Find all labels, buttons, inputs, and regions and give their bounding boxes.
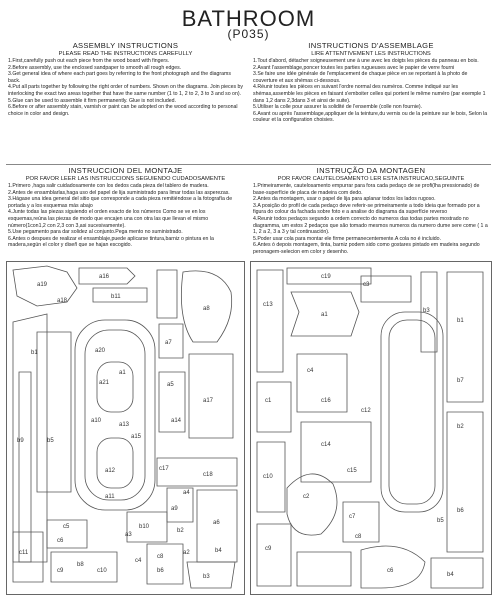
english-step-5: 5.Glue can be used to assemble it firm permanently. Glue is not included.: [8, 97, 177, 104]
english-heading: ASSEMBLY INSTRUCTIONS: [72, 41, 179, 50]
piece-label: a14: [171, 418, 182, 424]
piece-label: b6: [457, 508, 464, 514]
piece-label: c2: [303, 494, 310, 500]
piece-label: c5: [63, 524, 70, 530]
piece-label: b2: [177, 528, 184, 534]
wood-board-right: [250, 261, 492, 595]
piece-label: a8: [203, 306, 210, 312]
piece-label: a19: [37, 282, 48, 288]
piece-label: a17: [203, 398, 214, 404]
english-step-6: 6.Before or after assembly stain, varnish or paint can be adopted on the wood according to personal choice in color and design.: [8, 104, 238, 117]
piece-label: b3: [203, 574, 210, 580]
piece-label: b4: [215, 548, 222, 554]
piece-label: c9: [265, 546, 272, 552]
spanish-subheading: POR FAVOR LEER LAS INSTRUCCIONS SEGUIENDO CUDADOSAMENTE: [25, 175, 226, 182]
piece-label: a5: [167, 382, 174, 388]
piece-label: c16: [321, 398, 331, 404]
english-step-3: 3.Get general idea of where each part goes by referring to the front photograph and the diagrams back.: [8, 71, 231, 84]
piece-label: c15: [347, 468, 357, 474]
piece-label: c10: [263, 474, 273, 480]
piece-label: b6: [157, 568, 164, 574]
piece-label: c17: [159, 466, 169, 472]
french-heading: INSTRUCTIONS D'ASSEMBLAGE: [308, 41, 434, 50]
english-step-2: 2.Before assembly, use the enclosed sandpaper to smooth all rough edges.: [8, 64, 182, 71]
piece-label: a6: [213, 520, 220, 526]
spanish-instructions: [8, 167, 243, 249]
piece-label: b7: [457, 378, 464, 384]
french-step-1: 1.Tout d'abord, détacher soigneusement une à une avec les doigts les pièces du panneau en bois.: [253, 58, 479, 64]
product-code: (P035): [227, 27, 270, 41]
french-subheading: LIRE ATTENTIVEMENT LES INSTRUCTIONS: [311, 50, 431, 57]
piece-label: b1: [31, 350, 38, 356]
piece-label: b1: [457, 318, 464, 324]
piece-label: a20: [95, 348, 106, 354]
section-divider: [6, 164, 491, 165]
piece-label: a11: [105, 494, 115, 500]
wood-board-left: [6, 261, 245, 595]
piece-label: c12: [361, 408, 371, 414]
piece-label: a7: [165, 340, 172, 346]
french-step-6: 6.Avant ou après l'assemblage,appliquer de la teinture,du vernis ou de la peinture sur le bois, Selon la couleur et la configuration choisies.: [253, 110, 488, 124]
english-instructions: [8, 42, 243, 117]
piece-label: c8: [355, 534, 362, 540]
portuguese-step-1: 1.Primeiramente, cautelosamento empurrar para fora cada pedaço de se profi(lha pressionado) de base-superfície de placa de madeira com dedo.: [253, 183, 480, 196]
piece-label: a1: [119, 370, 126, 376]
piece-label: c6: [57, 538, 64, 544]
piece-label: c13: [263, 302, 273, 308]
board-right-labels: [251, 262, 491, 594]
piece-label: b9: [17, 438, 24, 444]
spanish-step-6: 6.Antes o despues de realizar el ensamblaje,puede aplicarse tintura,barniz o pintura en la madera,según el color y diseñ que se hajan escogido.: [8, 235, 214, 249]
piece-label: b5: [437, 518, 444, 524]
piece-label: c9: [57, 568, 64, 574]
spanish-heading: INSTRUCCION DEL MONTAJE: [68, 166, 183, 175]
french-instructions: [253, 42, 489, 124]
piece-label: a2: [183, 550, 190, 556]
portuguese-step-3: 3.A posição do profil de cada pedaço deve referir-se primeiramente a todo ideia que formado por a figura do colour da fachada sobre foto e a analise do diagrama da superfície reverso: [253, 202, 480, 216]
french-step-5: 5.Utiliser la colle pour assurer la solidité de l'ensemble (colle non fournie).: [253, 104, 423, 111]
piece-label: a1: [321, 312, 328, 318]
piece-label: c11: [19, 550, 29, 556]
piece-label: c7: [349, 514, 356, 520]
piece-label: a15: [131, 434, 142, 440]
piece-label: a10: [91, 418, 102, 424]
piece-label: c8: [157, 554, 164, 560]
english-subheading: PLEASE READ THE INSTRUCTIONS CAREFULLY: [58, 50, 193, 57]
portuguese-step-5: 5.Poder usar cola para montar ele firme permanecentemente.A cola no é incluido.: [253, 235, 442, 242]
piece-label: c4: [307, 368, 314, 374]
piece-label: a21: [99, 380, 110, 386]
piece-label: a13: [119, 422, 130, 428]
piece-label: b8: [77, 562, 84, 568]
spanish-step-1: 1.Primero ,haga salir cuidadosamente con los dedos cada pieza del tablero de madera.: [8, 183, 209, 189]
piece-label: a12: [105, 468, 116, 474]
piece-label: c1: [265, 398, 272, 404]
portuguese-step-6: 6.Antes ó depois montagem, tinta, barniz podem sido como gostares pintado em madeira segundo peronagem-selecion em color y desenho.: [253, 242, 480, 255]
piece-label: c14: [321, 442, 331, 448]
spanish-step-2: 2.Antes de ensamblarlas,haga uso del papel de lija suministrado para limar todas las asperezas.: [8, 189, 230, 196]
page-title: BATHROOM: [181, 6, 316, 31]
piece-label: b3: [423, 308, 430, 314]
french-step-2: 2.Avant l'assemblage,poncer toutes les parties rugueuses avec le papier de verre fourni: [253, 64, 455, 71]
piece-label: a9: [171, 506, 178, 512]
spanish-step-4: 4.Junte todas las piezas siguiendo el orden exacto de los números Como se ve en los esquemas,reúna las piezas de modo que encajen una con otra las que llevan el mismo número(1con1,2 con 2,3 con 3,asi sucesivamente).: [8, 209, 209, 229]
piece-label: a4: [183, 490, 190, 496]
french-step-4: 4.Réunir toutes les pièces en suivant l'ordre normal des numéros. Comme indiqué sur les shémas,assemble les pièces en faisant s'emboiter celles qui portent le même numéro (par exemple 1 dans 1,2 dans 2,3dans 3 et ainsi de suite).: [253, 84, 486, 104]
english-step-1: 1.First,carefully push out each piece from the wood board with fingers.: [8, 58, 170, 64]
piece-label: b2: [457, 424, 464, 430]
portuguese-step-4: 4.Reunir todos pedaços segundo a ordem correcto do numeros das todas partes mostrado no diagramma, um estos 2 pedaços que são tomado mesmos numeros da numero dume sere come ( 1 a 1, 2 a 2, 3 a 3 y tal continuación).: [253, 215, 488, 236]
piece-label: a3: [125, 532, 132, 538]
piece-label: b4: [447, 572, 454, 578]
piece-label: c6: [387, 568, 394, 574]
board-left-labels: [7, 262, 244, 594]
french-step-3: 3.Se faire une idée générale de l'emplacement de chaque pièce en se reportant à la photo de couverture et aux shémas ci-dessous.: [253, 71, 468, 84]
piece-label: a18: [57, 298, 68, 304]
portuguese-instructions: [253, 167, 489, 256]
piece-label: c19: [321, 274, 331, 280]
spanish-step-3: 3.Hágase una idea general del sitio que corresponde a cada pieza remitiéndose a la fotografía de portada y a los esquemas más abajo: [8, 196, 233, 209]
piece-label: c3: [363, 282, 370, 288]
portuguese-subheading: POR FAVOR CAUTELOSAMENTO LER ESTA INSTRUCAO,SEGUINTE: [277, 175, 465, 182]
piece-label: b5: [47, 438, 54, 444]
english-step-4: 4.Put all parts together by following the right order of numbers. Shown on the diagrams. Join pieces by interlocking the exact two areas together that have the same number (1 to 1, 2 to 2, 3 to 3 and so on).: [8, 84, 244, 97]
piece-label: b10: [139, 524, 150, 530]
spanish-step-5: 5.Use pegamento para dar solidez al conjunto.Pega mento no suministrado.: [8, 229, 183, 236]
portuguese-heading: INSTRUÇÃO DA MONTAGEN: [316, 166, 426, 175]
piece-label: c4: [135, 558, 142, 564]
piece-label: c18: [203, 472, 213, 478]
piece-label: a16: [99, 274, 110, 280]
piece-label: c10: [97, 568, 107, 574]
portuguese-step-2: 2.Antes da montagem, usar o papel de lija para aplanar todos los lados rugoso.: [253, 196, 436, 203]
piece-label: b11: [111, 294, 121, 300]
